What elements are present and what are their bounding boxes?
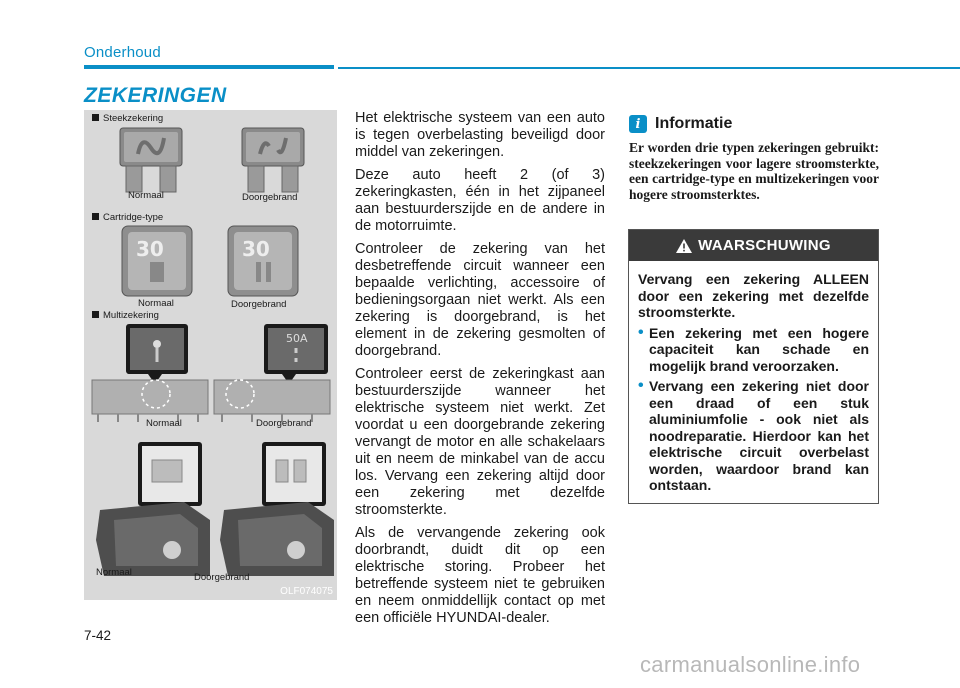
blade-fuse-normal-image [116,124,186,194]
multi-fuse-normal-label: Normaal [146,418,182,429]
blade-fuse-normal-label: Normaal [128,190,164,201]
multi-fuse-normal-image [88,322,210,422]
warning-bullet: • Een zekering met een hogere capaciteit kan schade en mogelijk brand veroorzaken. [638,325,869,375]
info-header [629,115,732,133]
body-paragraph: Als de vervangende zekering ook doorbrandt, duidt dit op een elektrische storing. Probeer het betreffende systeem niet te gebruiken en neem onmiddellijk contact op met een officiële HYUNDAI-dealer. [355,525,605,626]
multi-fuse-blown-label: Doorgebrand [256,418,312,429]
fusebox-normal-image [94,440,214,580]
fusebox-blown-label: Doorgebrand [194,572,250,583]
body-paragraph: Controleer de zekering van het desbetreffende circuit wanneer een bepaalde verlichting, accessoire of bedieningsorgaan niet werkt. Als een zekering is doorgebrand, is het element in de zekering gesmolten of doorgebrand. [355,241,605,359]
multi-fuse-title: Multizekering [103,310,159,321]
fusebox-normal-label: Normaal [96,567,132,578]
cartridge-fuse-header [92,212,163,223]
multi-fuse-header [92,310,159,321]
warning-title: WAARSCHUWING [698,237,831,254]
blade-fuse-blown-image [238,124,308,194]
body-paragraph: Het elektrische systeem van een auto is tegen overbelasting beveiligd door middel van zekeringen. [355,110,605,160]
body-text [355,110,605,633]
cartridge-blown-rating: 30 [242,237,270,261]
info-icon: i [629,115,647,133]
warning-box [628,229,879,504]
blade-fuse-blown-label: Doorgebrand [242,192,298,203]
warning-intro: Vervang een zekering ALLEEN door een zekering met dezelfde stroomsterkte. [638,271,869,320]
warning-list [638,325,869,494]
multi-fuse-blown-image [212,322,334,422]
section-title: Onderhoud [84,44,161,61]
figure-code: OLF074075 [280,586,333,597]
fuse-illustration [84,110,337,600]
cartridge-fuse-blown-image [226,224,300,298]
watermark: carmanualsonline.info [640,652,861,677]
info-title: Informatie [655,115,733,132]
body-paragraph: Deze auto heeft 2 (of 3) zekeringkasten, één in het zijpaneel aan bestuurderszijde en de andere in de motorruimte. [355,167,605,234]
blade-fuse-title: Steekzekering [103,113,164,124]
multi-fuse-rating: 50A [286,332,308,345]
section-rule-thin [338,67,960,69]
info-text: Er worden drie typen zekeringen gebruikt: steekzekeringen voor lagere stroomsterkte, een cartridge-type en multizekeringen voor hogere stroomsterktes. [629,140,879,202]
cartridge-fuse-normal-label: Normaal [138,298,174,309]
page-number: 7-42 [84,628,112,643]
section-rule-thick [84,65,334,69]
fusebox-blown-image [218,440,337,580]
warning-bullet: • Vervang een zekering niet door een draad of een stuk aluminiumfolie - ook niet als noodreparatie. Hierdoor kan het elektrische circuit overbelast worden, waardoor brand kan ontstaan. [638,378,869,494]
page-heading: ZEKERINGEN [84,84,227,107]
body-paragraph: Controleer eerst de zekeringkast aan bestuurderszijde wanneer het elektrische systeem niet werkt. Zet voordat u een doorgebrande zekering vervangt de motor en alle schakelaars uit en neem de minkabel van de accu los. Vervang een zekering altijd door een zekering met dezelfde stroomsterkte. [355,366,605,518]
warning-content [629,261,878,494]
cartridge-fuse-blown-label: Doorgebrand [231,299,287,310]
warning-bar [629,230,878,261]
blade-fuse-header [92,113,163,124]
cartridge-fuse-title: Cartridge-type [103,212,164,223]
warning-triangle-icon [676,239,692,253]
cartridge-fuse-normal-image [120,224,194,298]
cartridge-normal-rating: 30 [136,237,164,261]
